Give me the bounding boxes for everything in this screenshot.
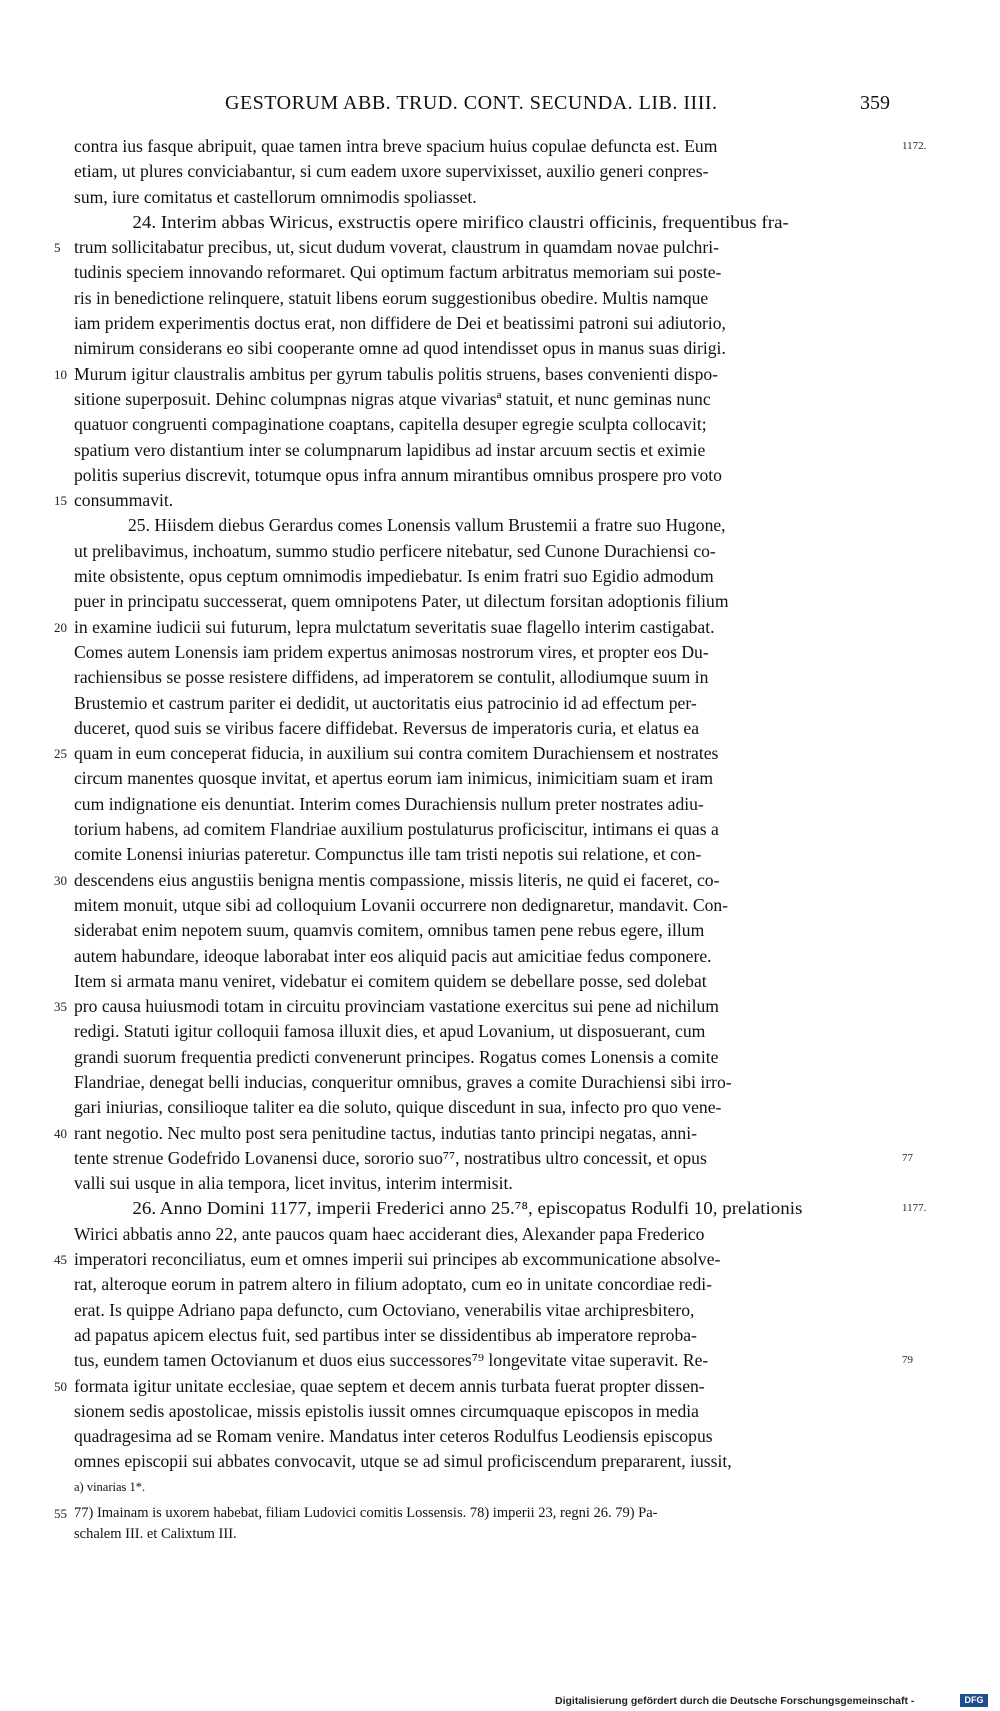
page-number: 359 xyxy=(860,92,890,114)
line-text: puer in principatu successerat, quem omnipotens Pater, ut dilectum forsitan adoptionis filium xyxy=(74,591,729,612)
text-line xyxy=(74,969,897,994)
line-number: 30 xyxy=(54,872,67,888)
line-text: pro causa huiusmodi totam in circuitu provinciam vastatione exercitus sui pene ad nichilum xyxy=(74,996,719,1017)
line-text: rachiensibus se posse resistere diffidens, ad imperatorem se contulit, allodiumque suum in xyxy=(74,667,709,688)
text-line xyxy=(74,893,897,918)
text-line xyxy=(74,817,897,842)
line-text: Comes autem Lonensis iam pridem expertus animosas nostrorum vires, et propter eos Du- xyxy=(74,641,709,662)
line-text: tente strenue Godefrido Lovanensi duce, sororio suo⁷⁷, nostratibus ultro concessit, et opus xyxy=(74,1147,707,1168)
line-text: etiam, ut plures conviciabantur, si cum eadem uxore supervixisset, auxilio generi conpres- xyxy=(74,161,709,182)
line-text: omnes episcopii sui abbates convocavit, utque se ad simul proficiscendum prepararent, iussit, xyxy=(74,1451,732,1472)
body-text xyxy=(54,134,927,1475)
line-text: Brustemio et castrum pariter ei dedidit, ut auctoritatis eius patrocinio id ad effectum per- xyxy=(74,692,697,713)
text-line xyxy=(74,412,897,437)
text-line xyxy=(74,513,897,538)
text-line xyxy=(74,716,897,741)
line-text: comite Lonensi iniurias pateretur. Compunctus ille tam tristi nepotis sui relatione, et con- xyxy=(74,844,702,865)
line-text: tudinis speciem innovando reformaret. Qui optimum factum arbitratus memoriam sui poste- xyxy=(74,262,722,283)
text-line xyxy=(54,1247,897,1272)
line-number: 45 xyxy=(54,1252,67,1268)
running-title: GESTORUM ABB. TRUD. CONT. SECUNDA. LIB. IIII. xyxy=(225,92,718,114)
text-line xyxy=(74,842,897,867)
line-text: formata igitur unitate ecclesiae, quae septem et decem annis turbata fuerat propter dissen- xyxy=(74,1375,705,1396)
line-text: mitem monuit, utque sibi ad colloquium Lovanii occurrere non dedignaretur, mandavit. Con- xyxy=(74,894,729,915)
line-text: grandi suorum frequentia predicti convenerunt principes. Rogatus comes Lonensis a comite xyxy=(74,1046,719,1067)
digitization-credit: Digitalisierung gefördert durch die Deutsche Forschungsgemeinschaft - xyxy=(555,1695,915,1707)
text-line xyxy=(74,1196,927,1221)
text-line xyxy=(54,362,897,387)
text-line xyxy=(74,463,897,488)
footnote-line xyxy=(74,1524,897,1545)
text-line xyxy=(74,1045,897,1070)
text-line xyxy=(74,134,927,159)
line-number: 20 xyxy=(54,619,67,635)
line-number: 25 xyxy=(54,746,67,762)
line-text: quam in eum conceperat fiducia, in auxilium sui contra comitem Durachiensem et nostrates xyxy=(74,743,719,764)
text-line xyxy=(54,741,897,766)
text-line xyxy=(74,1272,897,1297)
line-text: 25. Hiisdem diebus Gerardus comes Lonensis vallum Brustemii a fratre suo Hugone, xyxy=(128,515,726,536)
line-text: Murum igitur claustralis ambitus per gyrum tabulis politis struens, bases convenienti dispo- xyxy=(74,363,719,384)
line-text: autem habundare, ideoque laborabat inter eos aliquid pacis aut amicitiae fedus componere. xyxy=(74,945,712,966)
line-text: torium habens, ad comitem Flandriae auxilium postulaturus proficiscitur, intimans ei quas a xyxy=(74,819,719,840)
text-line xyxy=(74,1399,897,1424)
text-line xyxy=(74,766,897,791)
text-line xyxy=(74,1146,913,1171)
footnotes xyxy=(54,1503,897,1545)
text-line xyxy=(74,336,897,361)
line-text: cum indignatione eis denuntiat. Interim comes Durachiensis nullum preter nostrates adiu- xyxy=(74,793,704,814)
line-text: rat, alteroque eorum in patrem altero in filium adoptato, cum eo in unitate concordiae redi- xyxy=(74,1274,713,1295)
text-line xyxy=(54,615,897,640)
text-line xyxy=(74,286,897,311)
text-line xyxy=(54,1374,897,1399)
line-text: ad papatus apicem electus fuit, sed partibus inter se dissidentibus ab imperatore reproba- xyxy=(74,1324,697,1345)
dfg-logo-icon: DFG xyxy=(960,1694,988,1707)
line-text: valli sui usque in alia tempora, licet invitus, interim intermisit. xyxy=(74,1173,513,1194)
line-text: in examine iudicii sui futurum, lepra mulctatum severitatis suae flagello interim castigabat. xyxy=(74,616,715,637)
line-text: iam pridem experimentis doctus erat, non diffidere de Dei et beatissimi patroni sui adiutorio, xyxy=(74,313,726,334)
line-text: imperatori reconciliatus, eum et omnes imperii sui principes ab excommunicatione absolve- xyxy=(74,1249,721,1270)
text-line xyxy=(74,1019,897,1044)
text-line xyxy=(74,1095,897,1120)
text-line xyxy=(74,1424,897,1449)
text-line xyxy=(74,539,897,564)
text-line xyxy=(74,589,897,614)
line-number: 5 xyxy=(54,240,61,256)
line-number: 40 xyxy=(54,1125,67,1141)
line-text: mite obsistente, opus ceptum omnimodis impediebatur. Is enim fratri suo Egidio admodum xyxy=(74,566,714,587)
text-line xyxy=(74,792,897,817)
text-line xyxy=(54,1121,897,1146)
page-header xyxy=(0,92,1000,120)
line-text: descendens eius angustiis benigna mentis compassione, missis literis, ne quid ei faceret, co- xyxy=(74,869,720,890)
line-text: sionem sedis apostolicae, missis epistolis iussit omnes circumquaque episcopos in media xyxy=(74,1400,699,1421)
text-line xyxy=(74,564,897,589)
line-text: Wirici abbatis anno 22, ante paucos quam haec acciderant dies, Alexander papa Frederico xyxy=(74,1223,705,1244)
text-line xyxy=(74,185,897,210)
line-text: 24. Interim abbas Wiricus, exstructis opere mirifico claustri officinis, frequentibus fra- xyxy=(132,211,789,232)
line-text: sum, iure comitatus et castellorum omnimodis spoliasset. xyxy=(74,186,477,207)
line-text: 26. Anno Domini 1177, imperii Frederici anno 25.⁷⁸, episcopatus Rodulfi 10, prelationis xyxy=(132,1198,803,1219)
line-text: gari iniurias, consilioque taliter ea die soluto, quique discedunt in sua, infecto pro quo vene- xyxy=(74,1097,722,1118)
text-line xyxy=(74,665,897,690)
line-number: 55 xyxy=(54,1506,67,1521)
line-text: circum manentes quosque invitat, et apertus eorum iam inimicus, inimicitiam suam et iram xyxy=(74,768,714,789)
line-text: sitione superposuit. Dehinc columpnas nigras atque vivariasª statuit, et nunc geminas nunc xyxy=(74,388,711,409)
footnote-text: 77) Imainam is uxorem habebat, filiam Ludovici comitis Lossensis. 78) imperii 23, regni 26. 79) Pa- xyxy=(74,1505,658,1521)
text-line xyxy=(74,918,897,943)
line-text: spatium vero distantium inter se columpnarum lapidibus ad instar arcuum sectis et eximie xyxy=(74,439,706,460)
line-text: consummavit. xyxy=(74,490,174,511)
text-line xyxy=(74,1070,897,1095)
text-line xyxy=(74,387,897,412)
text-line xyxy=(54,235,897,260)
text-line xyxy=(74,1171,897,1196)
text-line xyxy=(74,1298,897,1323)
text-line xyxy=(54,488,897,513)
margin-note: 1177. xyxy=(902,1202,927,1215)
footnote-line xyxy=(54,1503,897,1524)
text-line xyxy=(74,210,897,235)
text-line xyxy=(54,994,897,1019)
text-line xyxy=(74,640,897,665)
line-number: 15 xyxy=(54,493,67,509)
line-text: Item si armata manu veniret, videbatur ei comitem quidem se debellare posse, sed dolebat xyxy=(74,970,707,991)
line-number: 35 xyxy=(54,999,67,1015)
footnote-text: schalem III. et Calixtum III. xyxy=(74,1526,237,1542)
line-number: 50 xyxy=(54,1378,67,1394)
text-line xyxy=(74,1348,913,1373)
line-text: contra ius fasque abripuit, quae tamen intra breve spacium huius copulae defuncta est. Eum xyxy=(74,136,718,156)
text-line xyxy=(74,1449,897,1474)
line-text: quatuor congruenti compaginatione coaptans, capitella desuper egregie sculpta collocavit; xyxy=(74,414,707,435)
text-line xyxy=(74,438,897,463)
critical-apparatus-note: a) vinarias 1*. xyxy=(74,1480,146,1494)
margin-note: 79 xyxy=(902,1354,913,1367)
text-line xyxy=(74,944,897,969)
line-number: 10 xyxy=(54,366,67,382)
text-line xyxy=(74,691,897,716)
line-text: Flandriae, denegat belli inducias, conqueritur omnibus, graves a comite Durachiensi sibi irro- xyxy=(74,1071,732,1092)
margin-note: 1172. xyxy=(902,140,927,152)
line-text: siderabat enim nepotem suum, quamvis comitem, omnibus tamen pene rebus egere, illum xyxy=(74,920,705,941)
line-text: erat. Is quippe Adriano papa defuncto, cum Octoviano, venerabilis vitae archipresbitero, xyxy=(74,1299,695,1320)
line-text: politis superius discrevit, totumque opus infra annum mirantibus omnibus prospere pro voto xyxy=(74,464,722,485)
line-text: duceret, quod suis se viribus facere diffidebat. Reversus de imperatoris curia, et elatus ea xyxy=(74,717,700,738)
line-text: ut prelibavimus, inchoatum, summo studio perficere nitebatur, sed Cunone Durachiensi co- xyxy=(74,540,716,561)
text-line xyxy=(74,311,897,336)
line-text: trum sollicitabatur precibus, ut, sicut dudum voverat, claustrum in quamdam novae pulchri- xyxy=(74,237,719,258)
line-text: nimirum considerans eo sibi cooperante omne ad quod intendisset opus in manus suas dirigi. xyxy=(74,338,726,359)
line-text: tus, eundem tamen Octovianum et duos eius successores⁷⁹ longevitate vitae superavit. Re- xyxy=(74,1350,709,1371)
text-line xyxy=(74,1323,897,1348)
line-text: redigi. Statuti igitur colloquii famosa illuxit dies, et apud Lovanium, ut disposuerant, cum xyxy=(74,1021,706,1042)
line-text: quadragesima ad se Romam venire. Mandatus inter ceteros Rodulfus Leodiensis episcopus xyxy=(74,1426,713,1447)
text-line xyxy=(54,868,897,893)
text-line xyxy=(74,260,897,285)
line-text: ris in benedictione relinquere, statuit libens eorum suggestionibus obedire. Multis namque xyxy=(74,287,709,308)
line-text: rant negotio. Nec multo post sera penitudine tactus, indutias tanto principi negatas, anni- xyxy=(74,1122,697,1143)
text-line xyxy=(74,1222,897,1247)
margin-note: 77 xyxy=(902,1151,913,1164)
text-line xyxy=(74,159,897,184)
